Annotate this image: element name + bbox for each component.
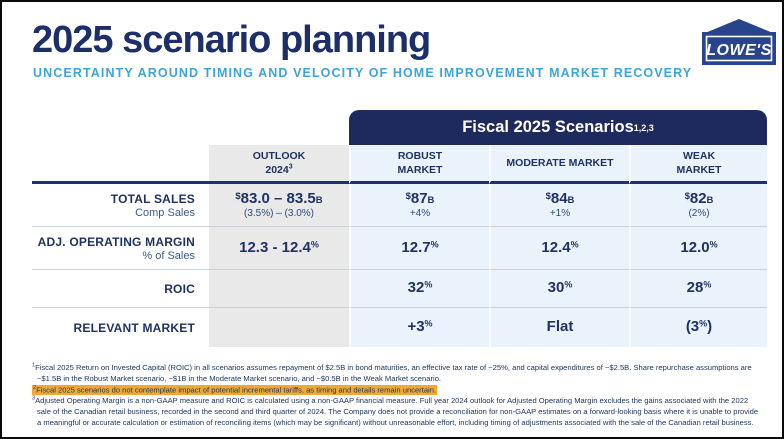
- footnote-1: [32, 363, 760, 385]
- column-header-line2: MARKET: [676, 164, 722, 176]
- row-label-relevant-market: [32, 308, 209, 347]
- column-header-line1: MODERATE MARKET: [506, 156, 614, 169]
- cell-relevant-market-moderate: Flat: [489, 308, 629, 347]
- cell-relevant-market-outlook: [209, 308, 349, 347]
- footnote-text: Fiscal 2025 scenarios do not contemplate impact of potential incremental tariffs, as timing and details remain uncertain.: [36, 385, 437, 395]
- cell-roic-moderate: 30%: [489, 270, 629, 308]
- row-label-text: ROIC: [164, 281, 195, 296]
- footnote-text: Adjusted Operating Margin is a non-GAAP measure and ROIC is calculated using a non-GAAP financial measure. Full year 2024 outlook for Adjusted Operating Margin excludes the gains associated with the 2022 sale of the Canadian retail business, recorded in the second and third quarter of 2024. The Company does not provide a reconciliation for non-GAAP estimates on a forward-looking basis where it is unable to provide a meaningful or accurate calculation or estimation of reconciling items (which may be significant) without unreasonable effort, including timing of adjustments associated with the sale of the Canadian retail business.: [35, 396, 759, 427]
- footnote-marker: 1: [32, 362, 36, 369]
- row-label-total-sales: [32, 184, 209, 227]
- row-label-text: RELEVANT MARKET: [73, 320, 195, 335]
- row-label-roic: [32, 270, 209, 308]
- cell-adj-margin-weak: 12.0%: [629, 227, 767, 270]
- slide-subtitle: UNCERTAINTY AROUND TIMING AND VELOCITY OF HOME IMPROVEMENT MARKET RECOVERY: [33, 66, 693, 80]
- column-header-line1: WEAK: [682, 149, 716, 162]
- footnote-text: Fiscal 2025 Return on Invested Capital (ROIC) in all scenarios assumes repayment of $2.5B in bond maturities, an effective tax rate of ~25%, and capital expenditures of ~$2.5B. Share repurchase assumptions are ~$1.5B in the Robust Market scenario, ~$1B in the Moderate Market scenario, and ~$0.5B in the Weak Market scenario.: [35, 363, 752, 383]
- row-sublabel-text: % of Sales: [142, 249, 195, 262]
- cell-total-sales-robust: $87B +4%: [349, 184, 489, 227]
- row-sublabel-text: Comp Sales: [135, 206, 195, 219]
- cell-roic-outlook: [209, 270, 349, 308]
- cell-roic-robust: 32%: [349, 270, 489, 308]
- row-label-adj-operating-margin: [32, 227, 209, 270]
- column-header-line1: OUTLOOK: [252, 149, 306, 162]
- cell-total-sales-moderate: $84B +1%: [489, 184, 629, 227]
- scenario-table: [32, 110, 767, 347]
- cell-roic-weak: 28%: [629, 270, 767, 308]
- lowes-logo-text: LOWE'S: [706, 42, 772, 59]
- column-header-robust-market: [349, 145, 489, 184]
- column-header-weak-market: [629, 145, 767, 184]
- footnote-2-highlighted: [32, 385, 760, 396]
- page-title: 2025 scenario planning: [32, 19, 431, 61]
- footnotes: [32, 363, 760, 429]
- row-label-text: TOTAL SALES: [110, 191, 195, 206]
- footnote-marker: 3: [288, 163, 293, 171]
- footnote-3: [32, 396, 760, 428]
- row-label-text: ADJ. OPERATING MARGIN: [37, 234, 195, 249]
- cell-adj-margin-outlook: 12.3 - 12.4%: [209, 227, 349, 270]
- header-spacer: [32, 145, 209, 184]
- lowes-logo-icon: [702, 17, 776, 65]
- column-header-line2: MARKET: [397, 164, 443, 176]
- banner-label: Fiscal 2025 Scenarios: [462, 118, 634, 136]
- column-header-line1: ROBUST: [397, 149, 443, 162]
- cell-relevant-market-weak: (3%): [629, 308, 767, 347]
- cell-adj-margin-robust: 12.7%: [349, 227, 489, 270]
- cell-total-sales-weak: $82B (2%): [629, 184, 767, 227]
- column-header-moderate-market: [489, 145, 629, 184]
- column-header-outlook-2024: [209, 145, 349, 184]
- footnote-marker: 3: [32, 395, 36, 402]
- fiscal-2025-scenarios-banner: Fiscal 2025 Scenarios 1,2,3: [349, 110, 767, 145]
- cell-relevant-market-robust: +3%: [349, 308, 489, 347]
- footnote-marker: 2: [33, 384, 37, 391]
- cell-adj-margin-moderate: 12.4%: [489, 227, 629, 270]
- cell-total-sales-outlook: $83.0 – 83.5B (3.5%) – (3.0%): [209, 184, 349, 227]
- column-header-line2: 2024$^3$: [265, 163, 293, 176]
